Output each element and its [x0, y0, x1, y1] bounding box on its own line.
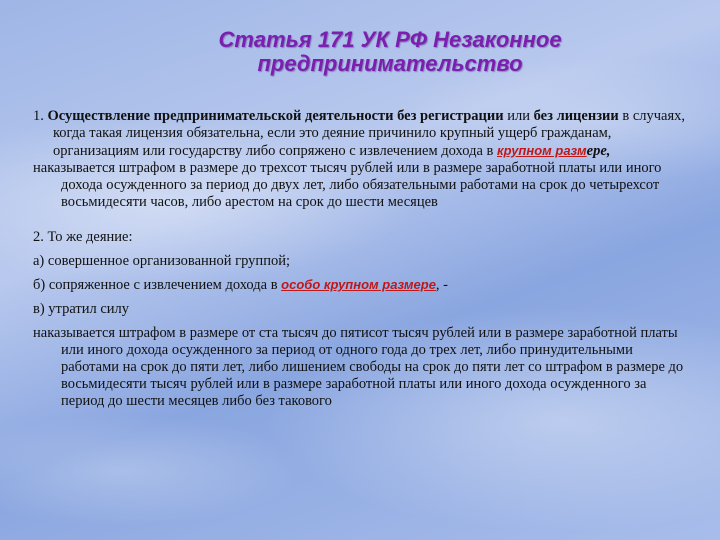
part-1-number: 1. — [33, 108, 48, 124]
part-2-item-b-text: б) сопряженное с извлечением дохода в — [33, 277, 282, 293]
part-1-text-after-link: ере, — [586, 143, 611, 159]
part-1-paragraph — [33, 108, 693, 160]
part-1-connector: или — [503, 108, 534, 124]
part-1-text: в случаях, когда такая лицензия обязательна, если это деяние причинило крупный ущерб гражданам, организациям или государству либо сопряжено с извлечением дохода в — [53, 108, 686, 159]
title-line-1: Статья 171 УК РФ Незаконное — [218, 27, 562, 52]
part-1-lead-bold: Осуществление предпринимательской деятельности без регистрации — [47, 108, 504, 124]
part-2-item-a: а) совершенное организованной группой; — [33, 253, 290, 269]
part-2-item-c: в) утратил силу — [33, 301, 130, 317]
part-2-punishment: наказывается штрафом в размере от ста тысяч до пятисот тысяч рублей или в размере заработной платы или иного дохода осужденного за период от одного года до трех лет, либо принудительными работами на срок до пяти лет, либо лишением свободы на срок до пяти лет со штрафом в размере до восьмидесяти тысяч рублей или в размере заработной платы или иного дохода осужденного за период до шести месяцев либо без такового — [33, 325, 684, 409]
part-1-lead-bold-2: без лицензии — [533, 108, 619, 124]
slide-body — [33, 108, 693, 410]
title-line-2: предпринимательство — [257, 51, 523, 76]
slide-title — [150, 28, 630, 76]
part-2-item-b — [33, 273, 693, 297]
large-amount-link[interactable]: крупном разм — [497, 143, 587, 158]
especially-large-amount-link[interactable]: особо крупном размере — [281, 277, 436, 292]
part-2-item-b-suffix: , - — [435, 277, 449, 293]
part-1-punishment: наказывается штрафом в размере до трехсот тысяч рублей или в размере заработной платы или иного дохода осужденного за период до двух лет, либо обязательными работами на срок до четырехсот восьмидесяти часов, либо арестом на срок до шести месяцев — [33, 160, 662, 210]
part-2-heading: 2. То же деяние: — [33, 229, 133, 245]
spacer — [33, 211, 693, 225]
